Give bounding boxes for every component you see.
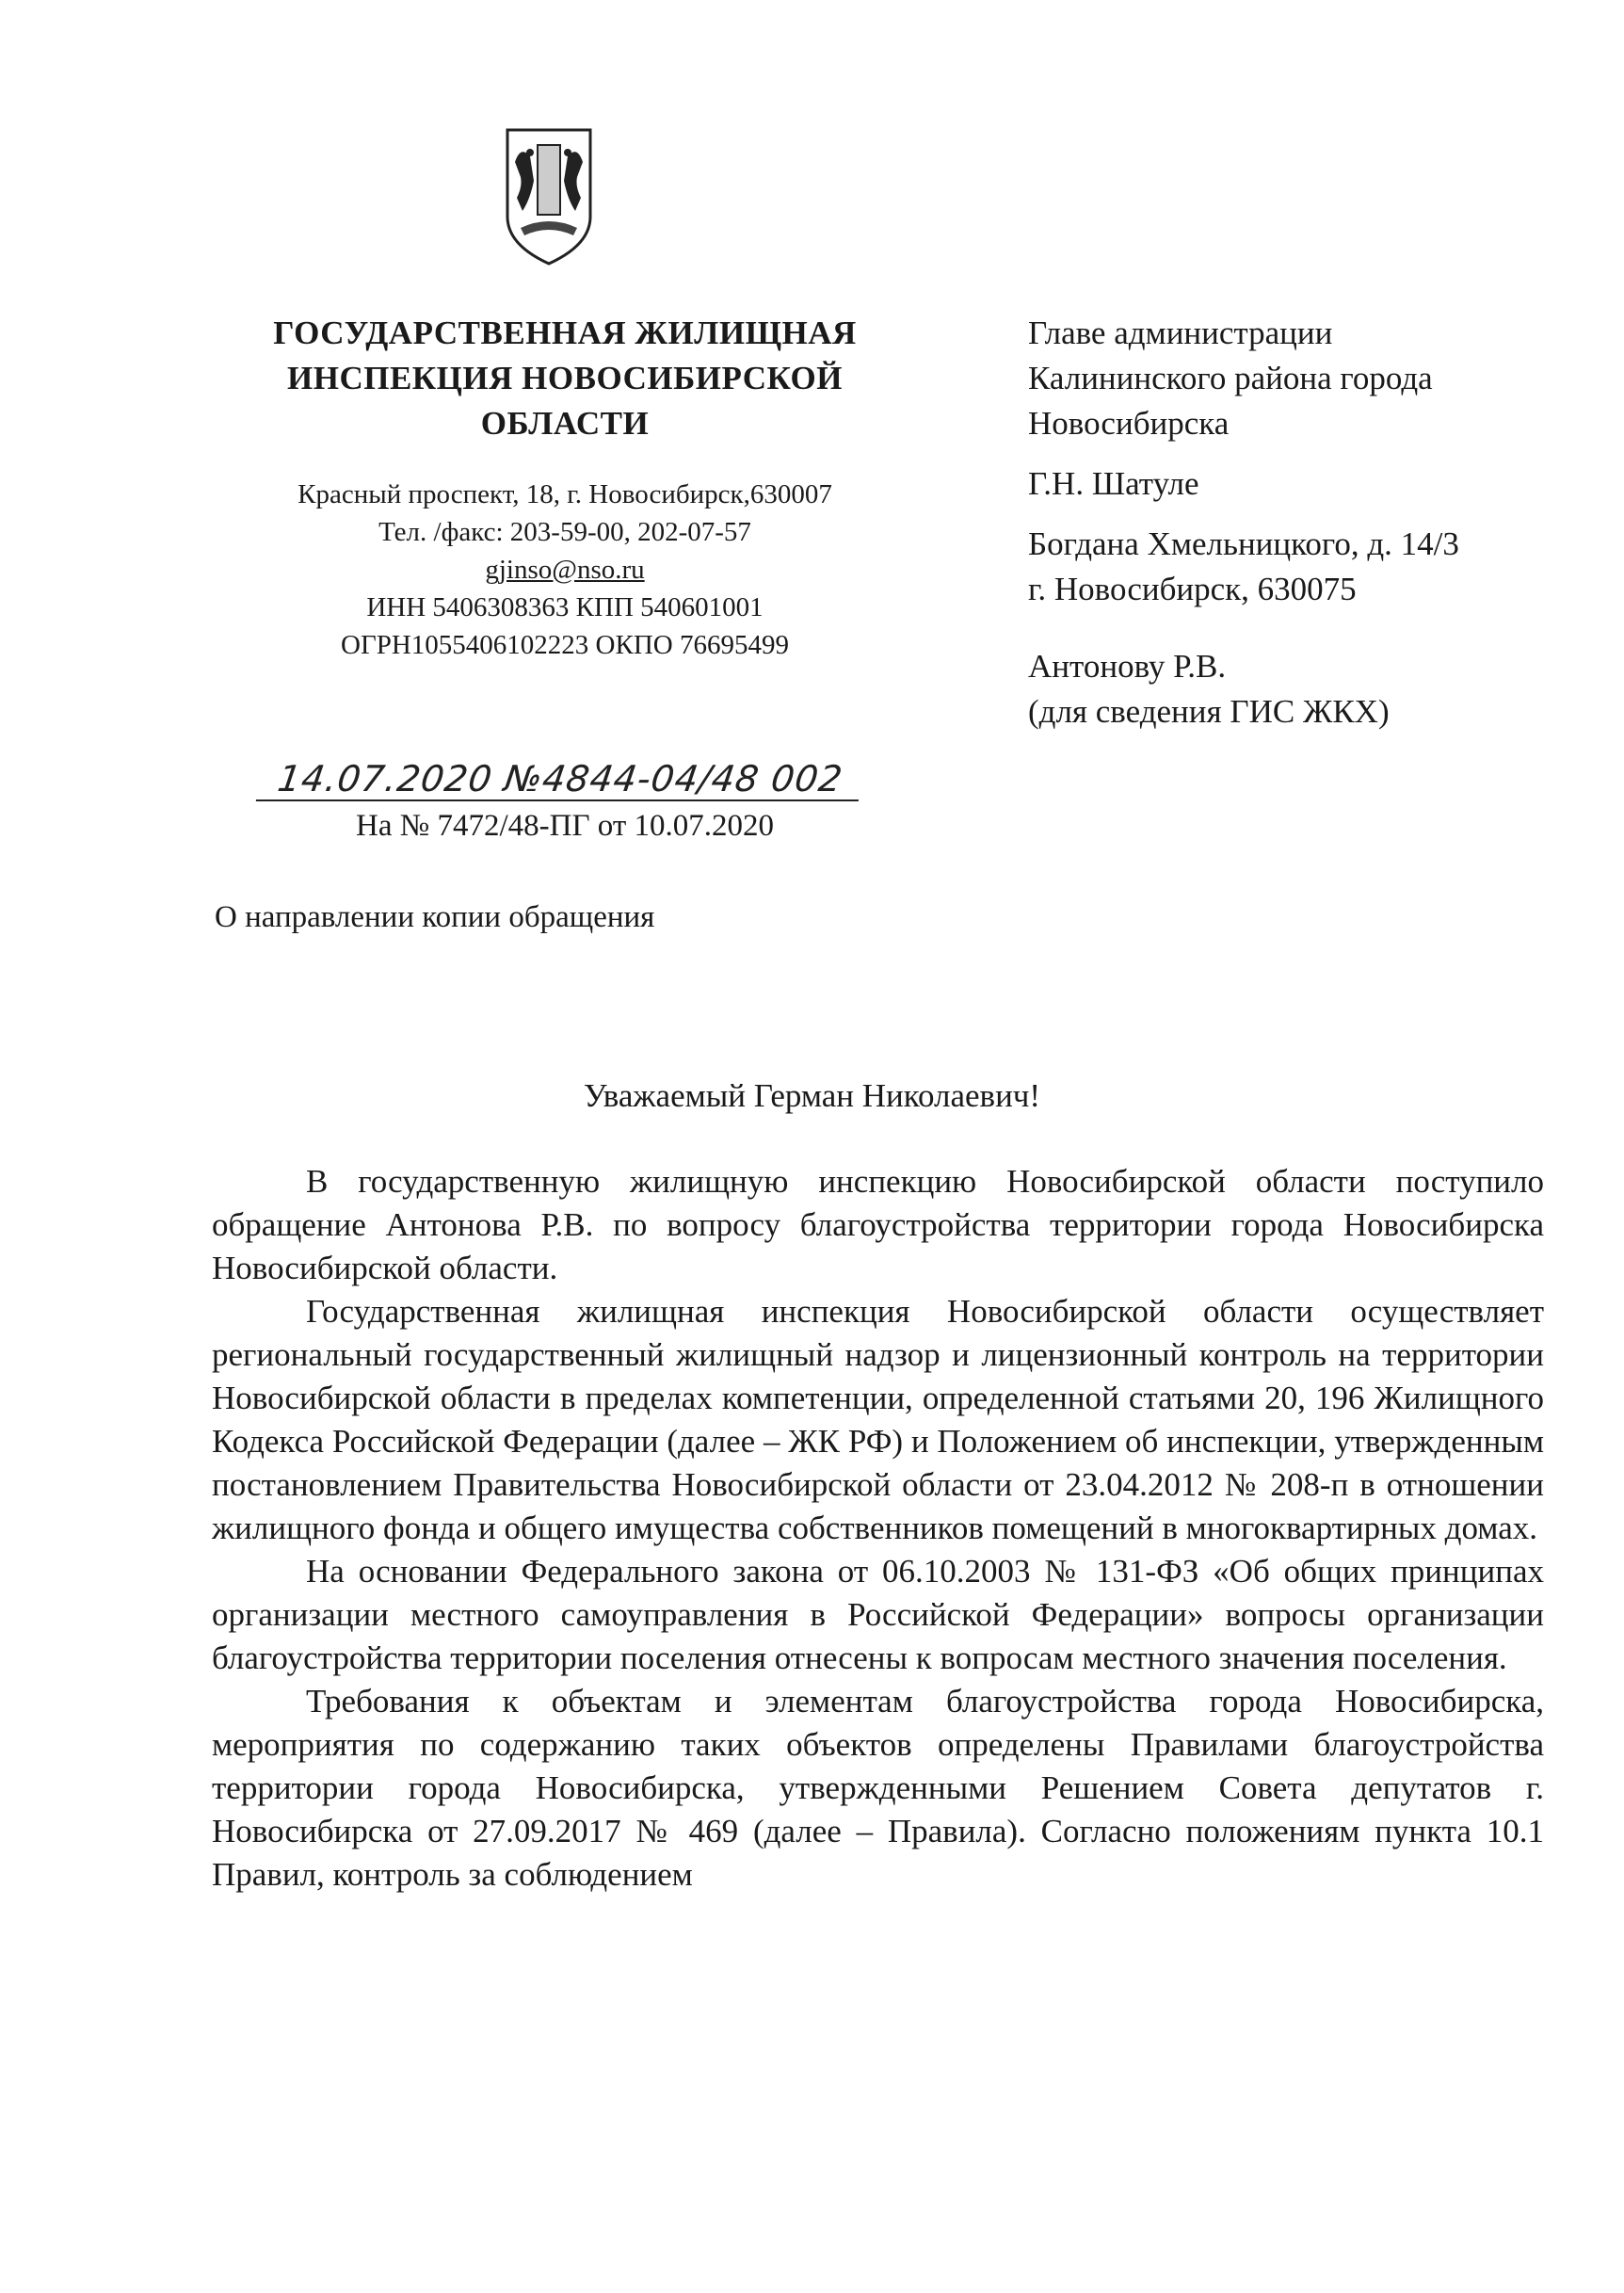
organization-name <box>207 311 923 446</box>
org-name-line: ИНСПЕКЦИЯ НОВОСИБИРСКОЙ <box>287 360 843 396</box>
addressee-street: Богдана Хмельницкого, д. 14/3 <box>1028 525 1459 562</box>
coat-of-arms-icon <box>502 124 596 267</box>
org-ogrn-okpo: ОГРН1055406102223 ОКПО 76695499 <box>341 630 789 660</box>
letter-body <box>212 1160 1544 1897</box>
cc-recipient-note: (для сведения ГИС ЖКХ) <box>1028 693 1390 730</box>
greeting: Уважаемый Герман Николаевич! <box>583 1077 1041 1114</box>
outgoing-number-handwritten: 14.07.2020 №4844-04/48 002 <box>256 758 864 801</box>
cc-recipient-name: Антонову Р.В. <box>1028 648 1227 685</box>
body-paragraph: На основании Федерального закона от 06.10.2003 № 131-ФЗ «Об общих принципах организации местного самоуправления в Российской Федерации» вопросы организации благоустройства территории поселения отнесены к вопросам местного значения поселения. <box>212 1553 1544 1676</box>
body-paragraph: Требования к объектам и элементам благоустройства города Новосибирска, мероприятия по содержанию таких объектов определены Правилами благоустройства территории города Новосибирска, утвержденными Решением Совета депутатов г. Новосибирска от 27.09.2017 № 469 (далее – Правила). Согласно положениям пункта 10.1 Правил, контроль за соблюдением <box>212 1683 1544 1893</box>
body-paragraph: Государственная жилищная инспекция Новосибирской области осуществляет региональный государственный жилищный надзор и лицензионный контроль на территории Новосибирской области в пределах компетенции, определенной статьями 20, 196 Жилищного Кодекса Российской Федерации (далее – ЖК РФ) и Положением об инспекции, утвержденным постановлением Правительства Новосибирской области от 23.04.2012 № 208-п в отношении жилищного фонда и общего имущества собственников помещений в многоквартирных домах. <box>212 1293 1544 1546</box>
letter-subject: О направлении копии обращения <box>215 900 655 934</box>
addressee-city: г. Новосибирск, 630075 <box>1028 571 1357 607</box>
organization-contacts <box>207 476 923 664</box>
body-paragraph: В государственную жилищную инспекцию Новосибирской области поступило обращение Антонова Р.В. по вопросу благоустройства территории города Новосибирска Новосибирской области. <box>212 1163 1544 1286</box>
addressee-title: Новосибирска <box>1028 405 1230 442</box>
org-inn-kpp: ИНН 5406308363 КПП 540601001 <box>366 592 764 622</box>
org-address: Красный проспект, 18, г. Новосибирск,630007 <box>297 479 832 509</box>
org-name-line: ГОСУДАРСТВЕННАЯ ЖИЛИЩНАЯ <box>273 315 857 351</box>
addressee-title: Калининского района города <box>1028 360 1433 396</box>
org-phone: Тел. /факс: 203-59-00, 202-07-57 <box>378 517 751 547</box>
org-email-link[interactable]: gjinso@nso.ru <box>485 555 645 585</box>
addressee-title: Главе администрации <box>1028 315 1333 351</box>
reference-number: На № 7472/48-ПГ от 10.07.2020 <box>355 809 775 843</box>
org-name-line: ОБЛАСТИ <box>480 405 650 442</box>
addressee-name: Г.Н. Шатуле <box>1028 465 1199 502</box>
addressee-block <box>1028 311 1555 735</box>
